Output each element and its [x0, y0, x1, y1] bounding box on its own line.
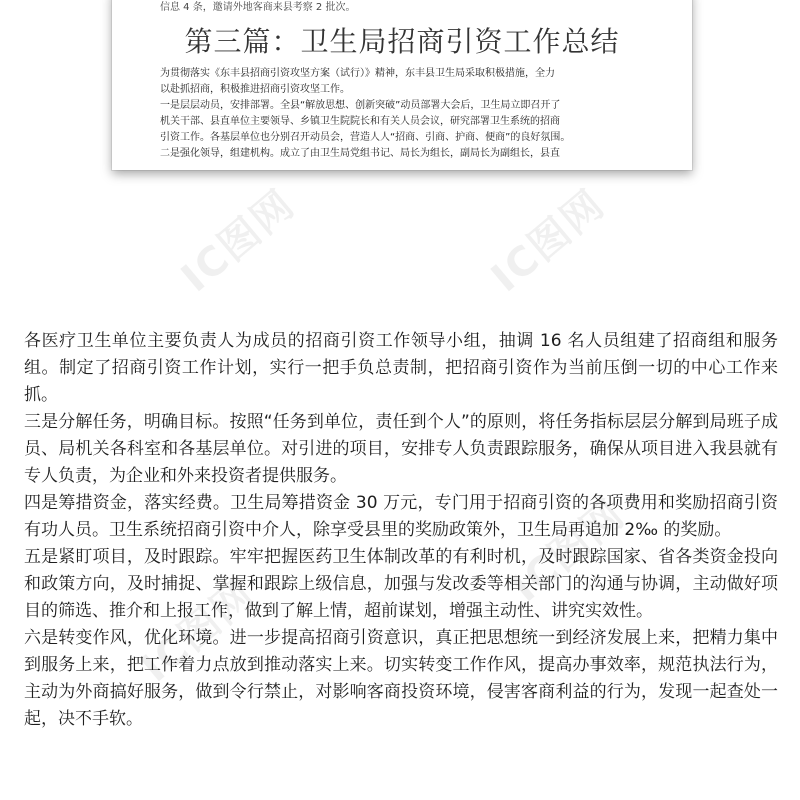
preview-line: 为贯彻落实《东丰县招商引资攻坚方案（试行）》精神，东丰县卫生局采取积极措施，全力 — [160, 68, 555, 79]
preview-line: 以赴抓招商，积极推进招商引资攻坚工作。 — [160, 84, 350, 95]
page-preview-card — [112, 0, 692, 170]
watermark: IC图网 — [172, 181, 304, 302]
watermark: IC图网 — [502, 491, 634, 612]
preview-body — [160, 66, 640, 162]
body-paragraph: 各医疗卫生单位主要负责人为成员的招商引资工作领导小组，抽调 16 名人员组建了招商组和服务组。制定了招商引资工作计划，实行一把手负总责制，把招商引资作为当前压倒一切的中心工作来抓。 — [24, 331, 778, 405]
preview-line: 二是强化领导，组建机构。成立了由卫生局党组书记、局长为组长，副局长为副组长，县直 — [160, 148, 560, 159]
body-paragraph: 五是紧盯项目，及时跟踪。牢牢把握医药卫生体制改革的有利时机，及时跟踪国家、省各类资金投向和政策方向，及时捕捉、掌握和跟踪上级信息，加强与发改委等相关部门的沟通与协调，主动做好项目的筛选、推介和上报工作，做到了解上情，超前谋划，增强主动性、讲究实效性。 — [24, 547, 778, 621]
watermark: IC图网 — [482, 181, 614, 302]
body-paragraph: 三是分解任务，明确目标。按照“任务到单位，责任到个人”的原则，将任务指标层层分解到局班子成员、局机关各科室和各基层单位。对引进的项目，安排专人负责跟踪服务，确保从项目进入我县就有专人负责，为企业和外来投资者提供服务。 — [24, 412, 778, 486]
main-body-text — [24, 328, 778, 733]
preview-line: 机关干部、县直单位主要领导、乡镇卫生院院长和有关人员会议，研究部署卫生系统的招商 — [160, 116, 560, 127]
body-paragraph: 六是转变作风，优化环境。进一步提高招商引资意识，真正把思想统一到经济发展上来，把精力集中到服务上来，把工作着力点放到推动落实上来。切实转变工作作风，提高办事效率，规范执法行为，主动为外商搞好服务，做到令行禁止，对影响客商投资环境，侵害客商利益的行为，发现一起查处一起，决不手软。 — [24, 628, 778, 729]
preview-line: 一是层层动员，安排部署。全县“解放思想、创新突破”动员部署大会后，卫生局立即召开了 — [160, 100, 561, 111]
body-paragraph: 四是筹措资金，落实经费。卫生局筹措资金 30 万元，专门用于招商引资的各项费用和奖励招商引资有功人员。卫生系统招商引资中介人，除享受县里的奖励政策外，卫生局再追加 2‰ 的奖励。 — [24, 493, 778, 540]
page-title: 第三篇：卫生局招商引资工作总结 — [184, 25, 620, 58]
preview-line: 引资工作。各基层单位也分别召开动员会，营造人人“招商、引商、护商、便商”的良好氛围。 — [160, 132, 571, 143]
watermark: IC图网 — [132, 571, 264, 692]
preview-clipped-line: 信息 4 条，邀请外地客商来县考察 2 批次。 — [160, 2, 356, 13]
